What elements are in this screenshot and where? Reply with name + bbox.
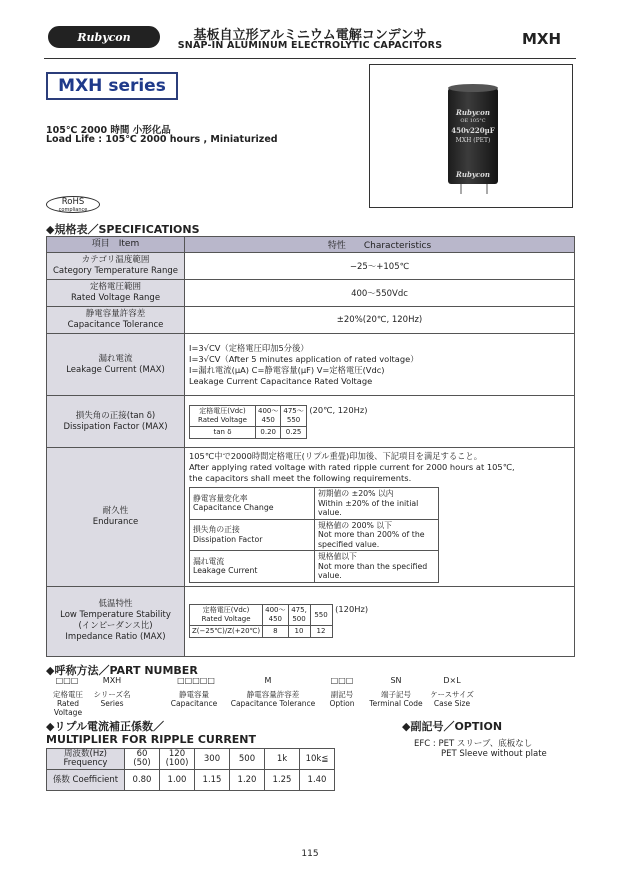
pn-code-7: D×L (443, 676, 461, 685)
pn-code-3: □□□□□ (177, 676, 215, 685)
pn-label-2-jp: シリーズ名 (93, 690, 131, 699)
low-en-1: Low Temperature Stability (60, 610, 171, 620)
capacitor-top (448, 84, 498, 92)
series-name-box: MXH series (46, 72, 178, 100)
spec-label-tol (47, 307, 185, 334)
pn-label-2 (90, 690, 134, 708)
page-title-jp: 基板自立形アルミニウム電解コンデンサ (193, 28, 427, 43)
pn-label-5-en: Option (329, 699, 355, 708)
ripple-coef-5: 1.25 (265, 770, 300, 791)
spec-value-df (185, 396, 575, 448)
df-jp: 損失角の正接(tan δ) (75, 410, 156, 421)
ripple-freq-en: Frequency (63, 758, 108, 768)
pn-code-2: MXH (102, 676, 122, 685)
spec-value-temp: −25〜+105℃ (185, 253, 575, 280)
pn-label-4-en: Capacitance Tolerance (230, 699, 316, 708)
capacitor-temp: OE 105°C (460, 118, 486, 124)
df-head-jp: 定格電圧(Vdc) (199, 406, 246, 415)
end-r2-crit (315, 519, 439, 551)
end-r1c: 初期値の ±20% 以内 (318, 489, 394, 498)
end-r1b: Capacitance Change (193, 503, 274, 513)
low-col-1: 400〜450 (263, 605, 288, 626)
end-r3b: Leakage Current (193, 566, 258, 576)
leak-en: Leakage Current (MAX) (66, 364, 165, 375)
feature-en: Load Life : 105℃ 2000 hours , Miniaturized (46, 134, 278, 145)
ripple-freq-2 (160, 749, 195, 770)
leak-line-4: Leakage Current Capacitance Rated Voltage (189, 375, 373, 386)
ripple-freq-3: 300 (195, 749, 230, 770)
df-note: (20℃, 120Hz) (309, 404, 368, 415)
spec-value-end (185, 448, 575, 587)
pn-label-3-jp: 静電容量 (179, 690, 209, 699)
pn-label-1-jp: 定格電圧 (53, 690, 83, 699)
capacitor-lead-left (460, 184, 462, 194)
ripple-coef-6: 1.40 (300, 770, 335, 791)
temp-jp: カテゴリ温度範囲 (81, 255, 150, 265)
pn-label-2-en: Series (100, 699, 124, 708)
ripple-title-jp: ◆リプル電流補正係数／ (46, 720, 165, 733)
ripple-coef-1: 0.80 (125, 770, 160, 791)
df-en: Dissipation Factor (MAX) (63, 421, 168, 432)
pn-label-3-en: Capacitance (170, 699, 218, 708)
capacitor-lead-right (486, 184, 488, 194)
low-val-3: 12 (310, 626, 332, 638)
capacitor-series: MXH (PET) (455, 137, 491, 144)
pn-code-6: SN (390, 676, 402, 685)
end-r2a: 損失角の正接 (193, 525, 240, 535)
low-table (189, 604, 333, 638)
end-r2c: 規格値の 200% 以下 (318, 520, 393, 530)
option-line-2: PET Sleeve without plate (441, 749, 547, 759)
end-para-1: 105℃中で2000時間定格電圧(リプル重畳)印加後、下記項目を満足すること。 (189, 451, 483, 461)
option-title: ◆副記号／OPTION (402, 720, 503, 733)
part-section-title: ◆呼称方法／PART NUMBER (46, 664, 198, 677)
volt-jp: 定格電圧範囲 (89, 282, 141, 292)
freq-2-sub: (100) (165, 758, 189, 768)
low-head-en: Rated Voltage (201, 615, 251, 623)
ripple-freq-4: 500 (230, 749, 265, 770)
df-val-1: 0.20 (256, 426, 281, 438)
end-r3c: 規格値以下 (318, 552, 357, 561)
tol-en: Capacitance Tolerance (67, 320, 164, 330)
spec-head-item: 項目 Item (47, 237, 185, 253)
end-r2d: Not more than 200% of the specified value. (318, 530, 425, 549)
spec-table (46, 236, 575, 657)
low-val-2: 10 (288, 626, 310, 638)
ripple-freq-1 (125, 749, 160, 770)
ripple-coef-3: 1.15 (195, 770, 230, 791)
spec-label-volt (47, 280, 185, 307)
end-r1-item (190, 488, 315, 520)
spec-label-leak (47, 334, 185, 396)
capacitor-brand-2: Rubycon (456, 170, 490, 179)
leak-line-2: I=3√CV（After 5 minutes application of rated voltage） (189, 353, 419, 364)
end-r3d: Not more than the specified value. (318, 561, 428, 580)
ripple-table (46, 748, 335, 791)
low-en-2: Impedance Ratio (MAX) (65, 632, 166, 642)
pn-label-7-en: Case Size (433, 699, 471, 708)
spec-head-char: 特性 Characteristics (185, 237, 575, 253)
pn-label-1-en: Rated Voltage (53, 699, 83, 717)
ripple-freq-jp: 周波数(Hz) (64, 749, 107, 759)
end-para-3: the capacitors shall meet the following requirements. (189, 473, 412, 483)
spec-value-leak (185, 334, 575, 396)
pn-label-6-en: Terminal Code (369, 699, 423, 708)
capacitor-rating: 450v220µF (451, 126, 495, 135)
temp-en: Category Temperature Range (52, 266, 178, 276)
end-jp: 耐久性 (102, 505, 129, 516)
pn-label-7 (426, 690, 478, 708)
low-col-2: 475, 500 (288, 605, 310, 626)
ripple-coef-2: 1.00 (160, 770, 195, 791)
rohs-label: RoHS (61, 197, 85, 207)
pn-label-4-jp: 静電容量許容差 (246, 690, 300, 699)
logo-text: Rubycon (77, 30, 131, 44)
df-col-2: 475〜550 (281, 405, 306, 426)
low-val-1: 8 (263, 626, 288, 638)
pn-code-4: M (264, 676, 272, 685)
df-val-2: 0.25 (281, 426, 306, 438)
spec-value-tol: ±20%(20℃, 120Hz) (185, 307, 575, 334)
spec-label-temp (47, 253, 185, 280)
df-table (189, 405, 307, 439)
ripple-title-en: MULTIPLIER FOR RIPPLE CURRENT (46, 733, 257, 746)
end-en: Endurance (92, 516, 139, 527)
pn-code-1: □□□ (55, 676, 79, 685)
ripple-freq-head (47, 749, 125, 770)
low-note: (120Hz) (335, 604, 369, 614)
pn-label-6 (368, 690, 424, 708)
low-jp: 低温特性 (98, 599, 133, 609)
low-head-jp: 定格電圧(Vdc) (202, 606, 250, 614)
low-head (190, 605, 263, 626)
capacitor-brand: Rubycon (456, 108, 490, 117)
pn-code-5: □□□ (330, 676, 354, 685)
end-r2-item (190, 519, 315, 551)
low-col-3: 550 (310, 605, 332, 626)
end-r2b: Dissipation Factor (193, 534, 263, 544)
spec-label-low (47, 586, 185, 656)
end-r3a: 漏れ電流 (193, 556, 225, 566)
ripple-coef-4: 1.20 (230, 770, 265, 791)
end-r1a: 静電容量変化率 (193, 493, 248, 503)
rohs-mark (46, 196, 100, 213)
page-number: 115 (301, 849, 319, 859)
end-r1d: Within ±20% of the initial value. (318, 498, 419, 517)
end-para-2: After applying rated voltage with rated ripple current for 2000 hours at 105℃, (189, 462, 515, 472)
page-title-en: SNAP-IN ALUMINUM ELECTROLYTIC CAPACITORS (177, 40, 443, 51)
pn-label-3 (164, 690, 224, 708)
tol-jp: 静電容量許容差 (85, 309, 146, 319)
spec-label-df (47, 396, 185, 448)
option-line-1: EFC : PET スリーブ、底板なし (414, 739, 533, 749)
ripple-coef-head: 係数 Coefficient (47, 770, 125, 791)
end-table (189, 487, 439, 583)
low-jp-2: (インピーダンス比) (78, 621, 153, 631)
pn-label-5-jp: 副記号 (330, 690, 354, 699)
series-code: MXH (522, 30, 562, 48)
pn-label-7-jp: ケースサイズ (430, 690, 474, 699)
spec-section-title: ◆規格表／SPECIFICATIONS (46, 223, 200, 236)
end-r1-crit (315, 488, 439, 520)
feature-jp: 105℃ 2000 時間 小形化品 (46, 125, 171, 136)
volt-en: Rated Voltage Range (70, 293, 161, 303)
freq-1: 60 (136, 749, 148, 759)
pn-label-6-jp: 端子記号 (381, 690, 411, 699)
pn-label-4 (230, 690, 316, 708)
freq-2: 120 (168, 749, 186, 759)
pn-label-5 (320, 690, 364, 708)
leak-line-3: I=漏れ電流(μA) C=静電容量(μF) V=定格電圧(Vdc) (189, 364, 385, 375)
low-row-label: Z(−25℃)/Z(+20℃) (190, 626, 263, 638)
df-head (190, 405, 256, 426)
leak-jp: 漏れ電流 (98, 353, 133, 364)
spec-value-low (185, 586, 575, 656)
df-head-en: Rated Voltage (198, 415, 247, 424)
spec-label-end (47, 448, 185, 587)
ripple-freq-5: 1k (265, 749, 300, 770)
end-r3-item (190, 551, 315, 583)
pn-label-1 (46, 690, 90, 717)
df-col-1: 400〜450 (256, 405, 281, 426)
df-row-label: tan δ (190, 426, 256, 438)
ripple-freq-6: 10k≦ (300, 749, 335, 770)
spec-value-volt: 400〜550Vdc (185, 280, 575, 307)
header-divider (44, 58, 576, 59)
end-r3-crit (315, 551, 439, 583)
leak-line-1: I=3√CV（定格電圧印加5分後） (189, 342, 309, 353)
freq-1-sub: (50) (133, 758, 151, 768)
rohs-sub: compliance (58, 207, 88, 213)
